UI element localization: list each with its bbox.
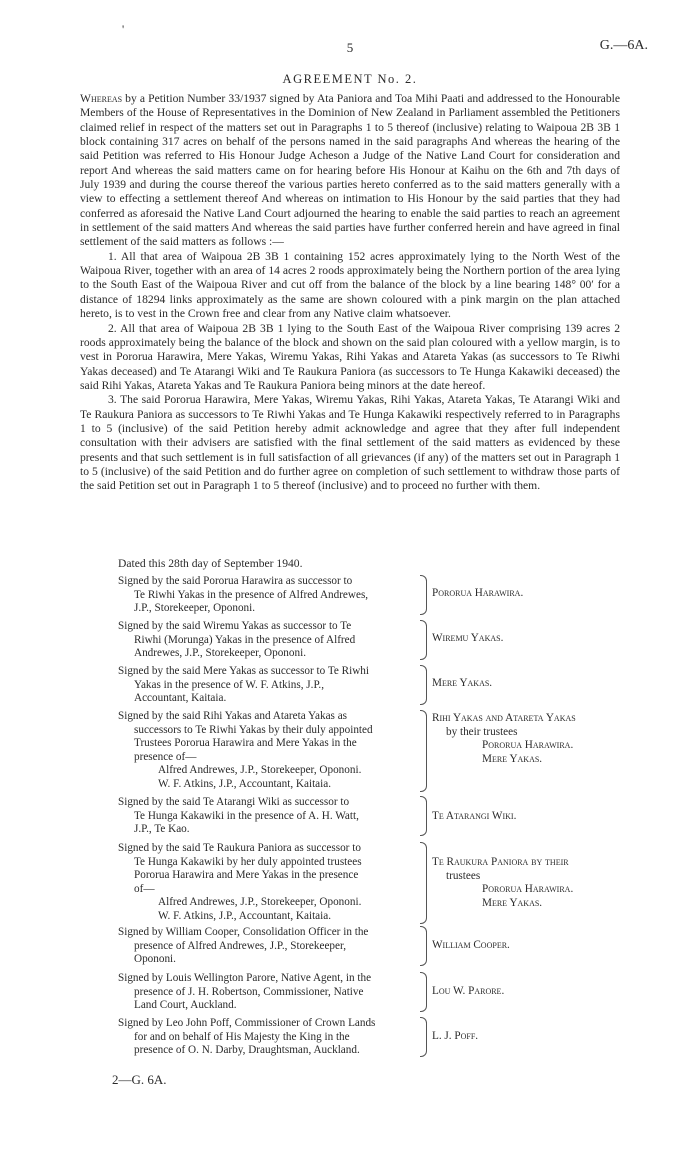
attestation-line: Signed by Louis Wellington Parore, Native Agent, in the: [118, 972, 372, 984]
agreement-title: AGREEMENT No. 2.: [282, 72, 418, 86]
clause-2: 2. All that area of Waipoua 2B 3B 1 lying to the South East of the Waipoua River comprising 139 acres 2 roods approximately being the balance of the block and shown on the said plan coloured with a yellow margin, is to vest in Pororua Harawira, Mere Yakas, Wiremu Yakas, Rihi Yakas and Atareta Yakas (as successors to Te Riwhi Yakas deceased) and Te Atarangi Wiki and Te Raukura Paniora (as successors to Te Hunga Kakawiki deceased) the said Rihi Yakas, Atareta Yakas and Te Raukura Paniora being minors at the date hereof.: [80, 321, 620, 392]
attestation-line: Te Hunga Kakawiki in the presence of A. H. Watt,: [134, 809, 359, 822]
clause-3: 3. The said Pororua Harawira, Mere Yakas, Wiremu Yakas, Rihi Yakas, Atareta Yakas, Te Atarangi Wiki and Te Raukura Paniora as successors to Te Riwhi Yakas and Te Hunga Kakawiki respectively referred to in Paragraphs 1 to 5 (inclusive) of the said Petition hereby admit acknowledge and agree that they after full independent consultation with their advisers are satisfied with the final settlement of the said matters as evidenced by these presents and that such settlement is in full satisfaction of all grievances (if any) of the matters set out in Paragraph 1 to 5 (inclusive) of the said Petition and do further agree on completion of such settlement to withdraw those parts of the said Petition set out in Paragraph 1 to 5 thereof (inclusive) and to proceed no further with them.: [80, 393, 620, 493]
brace: [420, 842, 427, 924]
agreement-body: [80, 92, 620, 494]
attestation: [118, 710, 418, 792]
footer-reference: 2—G. 6A.: [112, 1072, 167, 1087]
clause-1: 1. All that area of Waipoua 2B 3B 1 containing 152 acres approximately lying to the North West of the Waipoua River, together with an area of 14 acres 2 roods approximately being the Northern portion of the area lying to the South East of the Waipoua River and cut off from the balance of the block by a line bearing 148° 00′ for a distance of 18294 links approximately as the same are shown coloured with a pink margin on the plan attached hereto, is to vest in the Crown free and clear from any Native claim whatsoever.: [80, 249, 620, 321]
attestation-line: Land Court, Auckland.: [134, 999, 237, 1012]
attestation-line: Te Hunga Kakawiki by her duly appointed trustees: [134, 855, 362, 868]
signatory-name: William Cooper.: [432, 939, 510, 951]
signatory-names: [432, 712, 632, 766]
signatory-name: L. J. Poff.: [432, 1030, 479, 1042]
witness-line: Alfred Andrewes, J.P., Storekeeper, Opononi.: [158, 764, 362, 777]
witness-line: Alfred Andrewes, J.P., Storekeeper, Opononi.: [158, 896, 362, 909]
preamble: [80, 92, 620, 250]
attestation-line: Signed by the said Te Raukura Paniora as successor to: [118, 842, 361, 854]
attestation-line: Trustees Pororua Harawira and Mere Yakas in the: [134, 737, 357, 750]
attestation-line: presence of—: [134, 750, 197, 763]
witness-line: W. F. Atkins, J.P., Accountant, Kaitaia.: [158, 909, 332, 922]
trustee-name: Pororua Harawira.: [482, 883, 574, 896]
attestation-line: presence of J. H. Robertson, Commissioner, Native: [134, 985, 364, 998]
attestation-line: Riwhi (Morunga) Yakas in the presence of Alfred: [134, 633, 356, 646]
attestation-line: for and on behalf of His Majesty the King in the: [134, 1030, 350, 1043]
trustee-name: Pororua Harawira.: [482, 739, 574, 752]
attestation-line: Yakas in the presence of W. F. Atkins, J.P.,: [134, 678, 325, 691]
attestation-line: Signed by the said Te Atarangi Wiki as successor to: [118, 796, 350, 808]
witness-line: W. F. Atkins, J.P., Accountant, Kaitaia.: [158, 777, 332, 790]
page-number: 5: [346, 40, 354, 55]
signatory-name: Te Raukura Paniora by their: [432, 856, 569, 868]
signatory-name: Wiremu Yakas.: [432, 632, 504, 644]
document-reference: G.—6A.: [599, 38, 648, 53]
brace: [420, 1017, 427, 1057]
attestation: [118, 575, 418, 616]
trustee-name: Mere Yakas.: [482, 752, 543, 765]
attestation: [118, 796, 418, 837]
brace: [420, 620, 427, 660]
attestation: [118, 926, 418, 967]
attestation-line: successors to Te Riwhi Yakas by their duly appointed: [134, 723, 373, 736]
trustee-note: trustees: [446, 869, 481, 882]
signatory-names: [432, 856, 632, 910]
trustee-note: by their trustees: [446, 725, 518, 738]
attestation-line: Te Riwhi Yakas in the presence of Alfred Andrewes,: [134, 588, 369, 601]
attestation-line: Opononi.: [134, 953, 176, 966]
brace: [420, 575, 427, 615]
attestation-line: Pororua Harawira and Mere Yakas in the presence: [134, 869, 359, 882]
signatory-name: Pororua Harawira.: [432, 587, 524, 599]
attestation-line: Accountant, Kaitaia.: [134, 692, 227, 705]
signatory-name: Rihi Yakas and Atareta Yakas: [432, 712, 576, 724]
stray-mark: ': [122, 22, 125, 36]
signatory-name: Lou W. Parore.: [432, 985, 505, 997]
signatory-name: Mere Yakas.: [432, 677, 493, 689]
attestation-line: J.P., Storekeeper, Opononi.: [134, 602, 256, 615]
attestation-line: Signed by the said Rihi Yakas and Atareta Yakas as: [118, 710, 348, 722]
attestation: [118, 1017, 418, 1058]
attestation-line: Signed by William Cooper, Consolidation Officer in the: [118, 926, 369, 938]
attestation-line: of—: [134, 882, 155, 895]
brace: [420, 796, 427, 836]
preamble-lead: Whereas: [80, 92, 123, 105]
attestation: [118, 842, 418, 924]
trustee-name: Mere Yakas.: [482, 896, 543, 909]
attestation-line: J.P., Te Kao.: [134, 823, 190, 836]
brace: [420, 926, 427, 966]
attestation-line: presence of O. N. Darby, Draughtsman, Auckland.: [134, 1044, 360, 1057]
attestation: [118, 665, 418, 706]
brace: [420, 665, 427, 705]
dated-line: Dated this 28th day of September 1940.: [118, 557, 303, 570]
attestation-line: Signed by Leo John Poff, Commissioner of Crown Lands: [118, 1017, 376, 1029]
brace: [420, 972, 427, 1012]
attestation-line: presence of Alfred Andrewes, J.P., Storekeeper,: [134, 939, 347, 952]
attestation-line: Signed by the said Pororua Harawira as successor to: [118, 575, 353, 587]
attestation-line: Andrewes, J.P., Storekeeper, Opononi.: [134, 647, 306, 660]
attestation: [118, 620, 418, 661]
attestation: [118, 972, 418, 1013]
attestation-line: Signed by the said Wiremu Yakas as successor to Te: [118, 620, 352, 632]
brace: [420, 710, 427, 792]
preamble-text: by a Petition Number 33/1937 signed by Ata Paniora and Toa Mihi Paati and addressed to the Honourable Members of the House of Representatives in the Dominion of New Zealand in Parliament assembled the Petitioners claimed relief in respect of the matters set out in Paragraphs 1 to 5 thereof (inclusive) relating to Waipoua 2B 3B 1 block containing 317 acres on behalf of the persons named in the said paragraphs And whereas the hearing of the said Petition was referred to His Honour Judge Acheson a Judge of the Native Land Court for consideration and report And whereas the said matters came on for hearing before His Honour at Kaihu on the 6th and 7th days of July 1939 and during the course thereof the various parties hereto conferred as to the said matters generally with a view to effecting a settlement thereof And whereas on intimation to His Honour by the said parties that they had conferred as aforesaid the Native Land Court adjourned the hearing to enable the said parties to reach an agreement in settlement of the said matters And whereas the said parties have further conferred herein and have agreed in final settlement of the said matters as follows :—: [80, 92, 620, 249]
attestation-line: Signed by the said Mere Yakas as successor to Te Riwhi: [118, 665, 370, 677]
signatory-name: Te Atarangi Wiki.: [432, 810, 517, 822]
